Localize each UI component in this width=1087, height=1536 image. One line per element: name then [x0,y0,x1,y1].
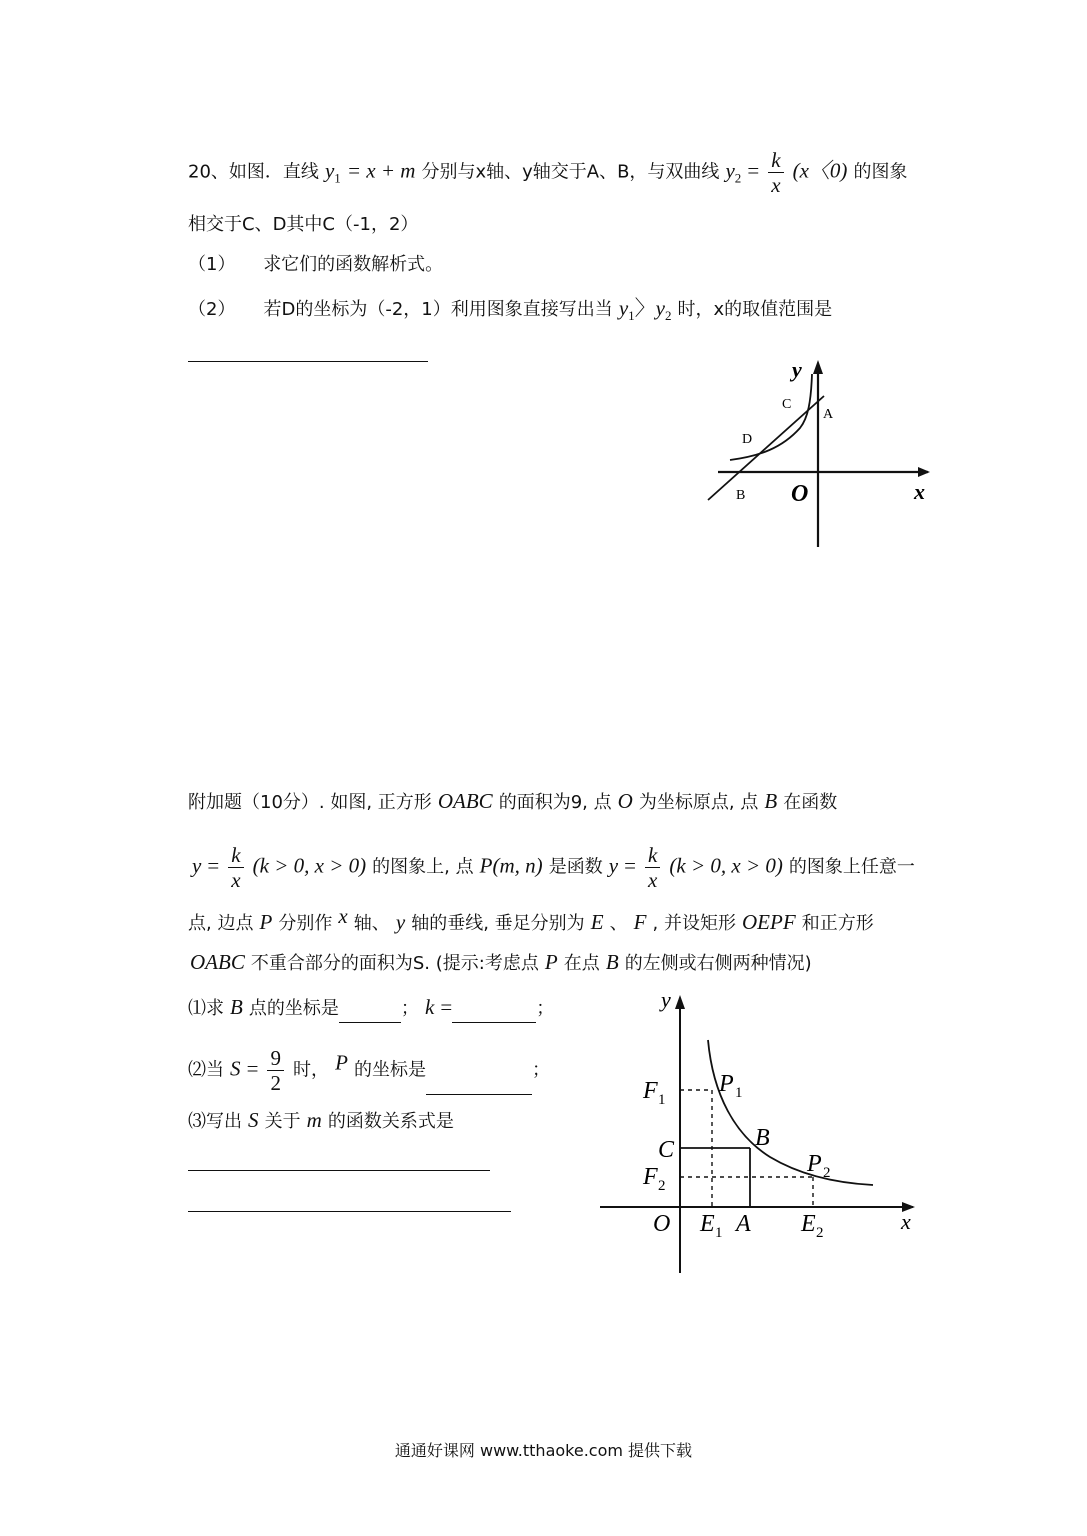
label-f2 [642,1164,666,1194]
x-axis-label: x [901,1209,911,1234]
bonus-line-4: OABC 不重合部分的面积为S. (提示:考虑点 P 在点 B 的左侧或右侧两种情况) [190,950,812,974]
figure-2-graph [595,985,925,1280]
point-b-label: B [736,488,746,503]
bonus-line-3: 点, 边点 P 分别作 x 轴、 y 轴的垂线, 垂足分别为 E 、 F , 并设矩形 OEPF 和正方形 [188,904,874,934]
answer-blank-s-function-1[interactable] [188,1170,490,1171]
q20-line-2: 相交于C、D其中C（-1，2） [188,214,419,235]
answer-blank-p-coordinate[interactable] [426,1076,532,1095]
point-a-label: A [823,407,834,422]
y-axis-arrow-icon [813,360,823,374]
label-f1 [642,1078,666,1108]
hyperbola-domain: (x〈0) [792,158,848,183]
q20-part-1: （1） 求它们的函数解析式。 [188,254,444,275]
hyperbola-fraction: $\frac{k}{x}$ [768,148,783,197]
svg-text:F: F [643,1078,658,1104]
bonus-q3: ⑶写出 S 关于 m 的函数关系式是 [188,1108,454,1132]
svg-text:E: E [700,1211,715,1237]
origin-label: O [653,1211,671,1237]
svg-text:2: 2 [658,1178,666,1194]
x-axis-label: x [914,479,925,504]
svg-text:F: F [643,1164,658,1190]
y-axis-label: y [661,987,671,1012]
bonus-line-2: y = $\frac{k}{x}$ (k > 0, x > 0) 的图象上, 点 P(m, n) 是函数 y = $\frac{k}{x}$ (k > 0, x > 0) 的图象上任意一 [192,843,915,892]
bonus-line-1: 附加题（10分）. 如图, 正方形 OABC 的面积为9, 点 O 为坐标原点, 点 B 在函数 [188,789,838,813]
svg-text:P: P [807,1151,822,1177]
line-equation: = x + m [346,158,416,183]
bonus-q1: ⑴求 B 点的坐标是 ； k = ； [188,993,554,1023]
svg-text:2: 2 [816,1225,824,1241]
answer-blank-k[interactable] [452,1004,536,1023]
label-c: C [658,1137,675,1163]
label-p2 [806,1151,831,1181]
svg-text:E: E [801,1211,816,1237]
bonus-q2: ⑵当 S = $\frac{9}{2}$ 时， P 的坐标是 ； [188,1046,550,1095]
svg-text:P: P [719,1071,734,1097]
label-e1 [699,1211,723,1241]
q20-line-1: 20、如图．直线 $y_1 = x + m$ 分别与x轴、y轴交于A、B，与双曲线 $y_2$ = $\frac{k}{x}$ (x〈0) 的图象 [188,148,908,197]
q20-part-2: （2） 若D的坐标为（-2，1）利用图象直接写出当 $y_1$〉$y_2$ 时，x的取值范围是 [188,296,833,323]
page-footer: 通通好课网 www.tthaoke.com 提供下载 [394,1441,693,1460]
label-e2 [800,1211,824,1241]
svg-text:1: 1 [735,1085,743,1101]
q20-lead: 20、如图．直线 [188,161,319,183]
label-a: A [736,1211,751,1237]
hyperbola-curve [708,1040,873,1185]
svg-text:1: 1 [715,1225,723,1241]
answer-blank-q20[interactable] [188,361,428,362]
origin-label: O [791,481,809,507]
answer-blank-s-function-2[interactable] [188,1211,511,1212]
svg-text:2: 2 [823,1165,831,1181]
label-p1 [718,1071,743,1101]
svg-text:1: 1 [658,1092,666,1108]
answer-blank-b-coordinate[interactable] [339,1004,401,1023]
y-axis-label: y [792,357,802,382]
figure-1-graph [700,352,940,552]
label-b: B [755,1125,770,1151]
point-c-label: C [782,397,792,412]
y-axis-arrow-icon [675,995,685,1009]
x-axis-arrow-icon [918,467,930,477]
point-d-label: D [742,432,753,447]
